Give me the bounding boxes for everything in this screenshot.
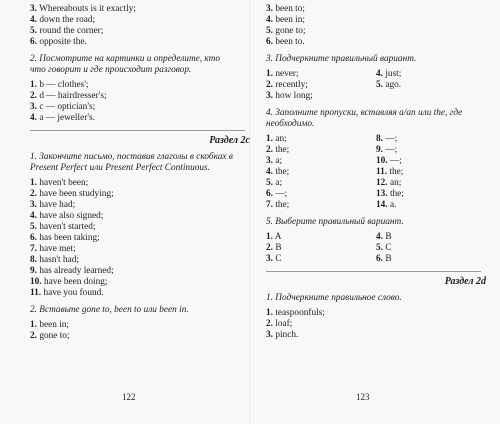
section-heading-2d: Раздел 2d — [444, 276, 486, 287]
list-item: 4. have also signed; — [30, 211, 104, 221]
list-item: 1. been in; — [30, 320, 70, 330]
section-heading-2c: Раздел 2c — [209, 135, 250, 146]
list-item: 6. opposite the. — [30, 37, 87, 47]
list-item: 3. c — optician's; — [30, 102, 96, 112]
answer-row: 3. C 6. B — [266, 254, 392, 264]
page-number-right: 123 — [356, 392, 370, 402]
list-item: 4. down the road; — [30, 15, 96, 25]
answer-row: 5. a; 12. an; — [266, 178, 402, 188]
answer-row: 2. the; 9. —; — [266, 145, 398, 155]
answer-row: 1. an; 8. —; — [266, 134, 398, 144]
answer-row: 1. never; 4. just; — [266, 69, 402, 79]
list-item: 6. been to. — [266, 37, 305, 47]
exercise-1-answers — [30, 178, 260, 299]
exercise-2b-instruction: 2. Вставьте gone to, been to или been in. — [30, 305, 189, 315]
list-item: 3. pinch. — [266, 330, 299, 340]
page-number-left: 122 — [122, 392, 136, 402]
list-item: 5. haven't started; — [30, 222, 96, 232]
list-item: 2. have been studying; — [30, 189, 114, 199]
list-item: 2. loaf; — [266, 319, 293, 329]
exercise-1-instruction: 1. Закончите письмо, поставив глаголы в скобках в Present Perfect или Present Perfect Continuous. — [30, 152, 233, 173]
exercise-4-answers — [266, 134, 496, 211]
list-item: 7. have met; — [30, 244, 76, 254]
list-item: 2. gone to; — [30, 331, 70, 341]
left-top-list — [30, 4, 260, 48]
answer-row: 3. a; 10. —; — [266, 156, 402, 166]
list-item: 8. hasn't had; — [30, 255, 79, 265]
answer-row: 4. the; 11. the; — [266, 167, 404, 177]
list-item: 6. has been taking; — [30, 233, 100, 243]
list-item: 11. have you found. — [30, 288, 104, 298]
exercise-5-answers — [266, 232, 496, 265]
answer-row: 1. A 4. B — [266, 232, 392, 242]
divider — [30, 130, 245, 131]
right-top-list — [266, 4, 496, 48]
answer-row: 7. the; 14. a. — [266, 200, 397, 210]
left-page — [30, 4, 260, 342]
list-item: 4. been in; — [266, 15, 306, 25]
list-item: 1. b — clothes'; — [30, 80, 89, 90]
exercise-3-answers — [266, 69, 496, 102]
list-item: 1. haven't been; — [30, 178, 89, 188]
answer-row: 2. B 5. C — [266, 243, 392, 253]
exercise-4-instruction: 4. Заполните пропуски, вставляя a/an или the, где необходимо. — [266, 108, 463, 129]
list-item: 10. have been doing; — [30, 277, 108, 287]
exercise-2-instruction: 2. Посмотрите на картинки и определите, кто что говорит и где происходит разговор. — [30, 54, 221, 75]
list-item: 5. gone to; — [266, 26, 306, 36]
list-item: 1. teaspoonfuls; — [266, 308, 325, 318]
exercise-2d-1-answers — [266, 308, 496, 341]
exercise-5-instruction: 5. Выберите правильный вариант. — [266, 217, 404, 227]
list-item: 2. d — hairdresser's; — [30, 91, 107, 101]
list-item: 3. been to; — [266, 4, 306, 14]
list-item: 3. have had; — [30, 200, 76, 210]
list-item: 3. Whereabouts is it exactly; — [30, 4, 136, 14]
answer-row: 6. —; 13. the; — [266, 189, 404, 199]
exercise-2d-1-instruction: 1. Подчеркните правильное слово. — [266, 293, 402, 303]
list-item: 9. has already learned; — [30, 266, 114, 276]
list-item: 4. a — jeweller's. — [30, 113, 95, 123]
right-page — [266, 4, 496, 341]
list-item: 5. round the corner; — [30, 26, 104, 36]
exercise-3-instruction: 3. Подчеркните правильный вариант. — [266, 54, 417, 64]
answer-row: 3. how long; — [266, 91, 313, 101]
exercise-2-answers — [30, 80, 260, 124]
exercise-2b-answers — [30, 320, 260, 342]
divider — [266, 271, 481, 272]
answer-row: 2. recently; 5. ago. — [266, 80, 402, 90]
